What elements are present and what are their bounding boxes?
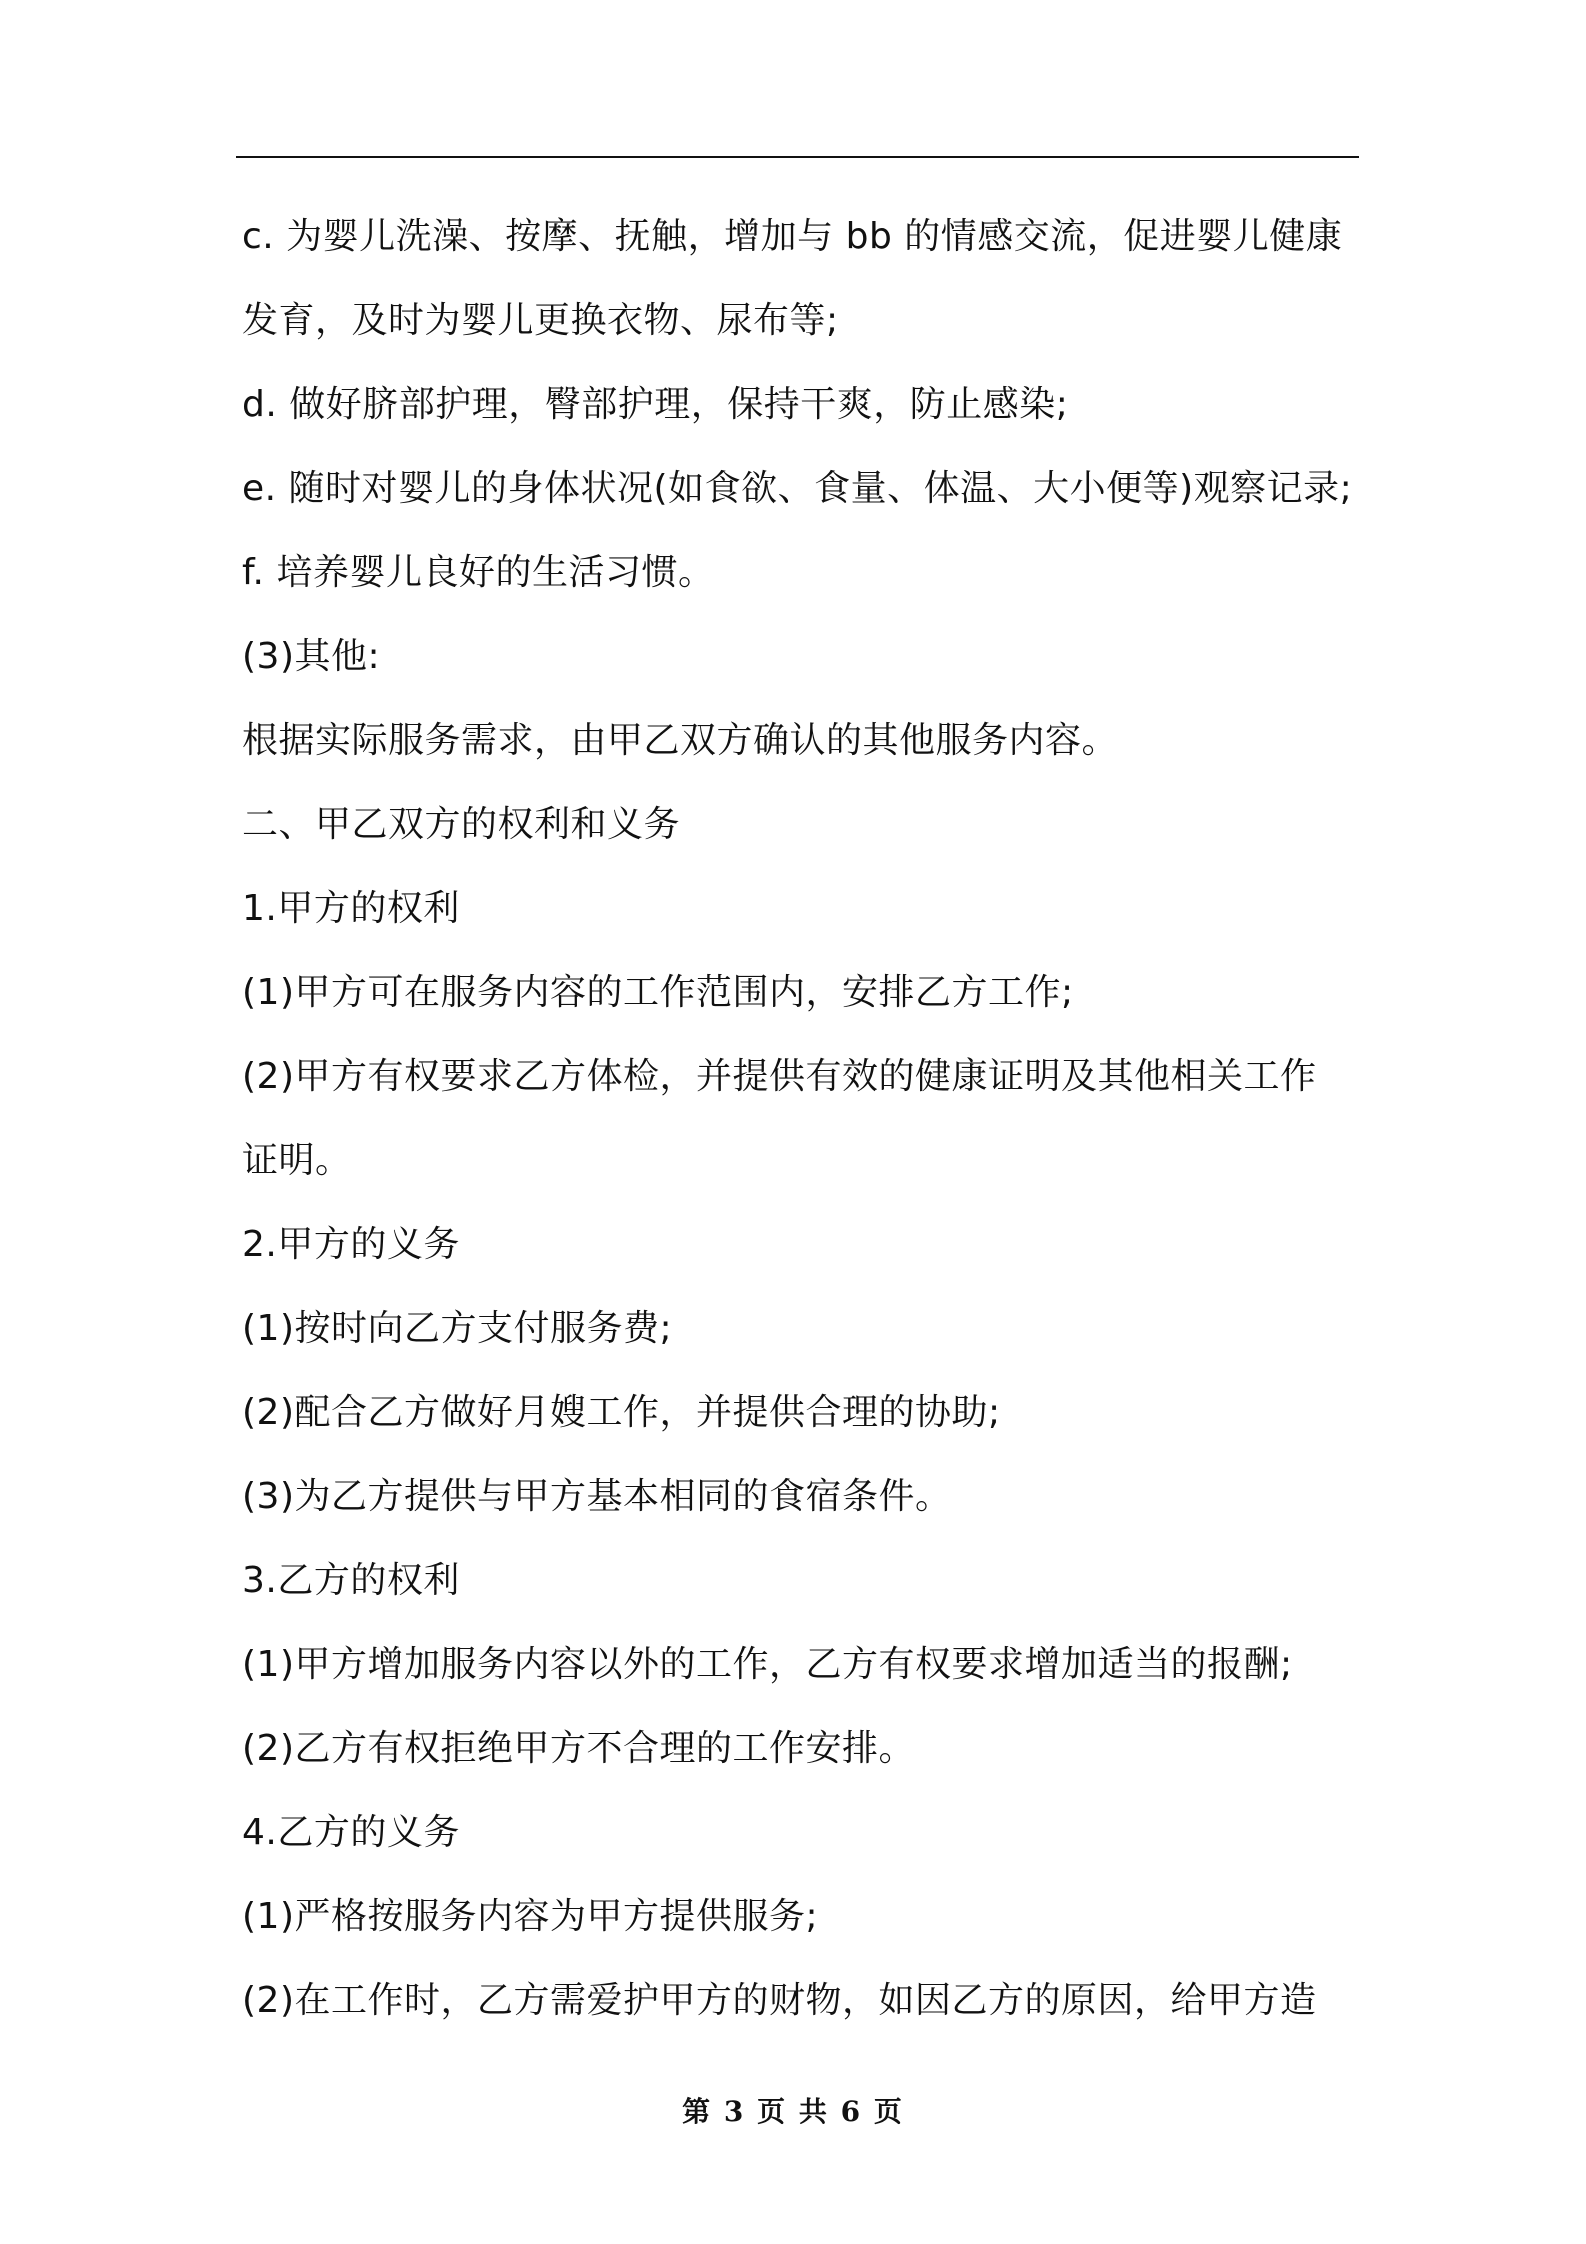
text-line: (2)甲方有权要求乙方体检，并提供有效的健康证明及其他相关工作 <box>242 1056 1317 1097</box>
text-line: e. 随时对婴儿的身体状况(如食欲、食量、体温、大小便等)观察记录; <box>242 468 1353 509</box>
text-line: 发育，及时为婴儿更换衣物、尿布等; <box>242 300 839 341</box>
document-body <box>242 195 1362 2043</box>
header-rule <box>236 156 1359 158</box>
text-line: (3)为乙方提供与甲方基本相同的食宿条件。 <box>242 1476 952 1517</box>
text-line: 根据实际服务需求，由甲乙双方确认的其他服务内容。 <box>242 720 1119 761</box>
text-line: (2)乙方有权拒绝甲方不合理的工作安排。 <box>242 1728 915 1769</box>
text-line: (2)在工作时，乙方需爱护甲方的财物，如因乙方的原因，给甲方造 <box>242 1980 1317 2021</box>
text-line: f. 培养婴儿良好的生活习惯。 <box>242 552 715 593</box>
text-line: (1)甲方可在服务内容的工作范围内，安排乙方工作; <box>242 972 1074 1013</box>
text-line: (1)按时向乙方支付服务费; <box>242 1308 673 1349</box>
subsection-heading: 4.乙方的义务 <box>242 1812 460 1853</box>
subsection-heading: 3.乙方的权利 <box>242 1560 460 1601</box>
text-line: (2)配合乙方做好月嫂工作，并提供合理的协助; <box>242 1392 1001 1433</box>
page-number: 第 3 页 共 6 页 <box>682 2095 904 2128</box>
section-heading: 二、甲乙双方的权利和义务 <box>242 804 681 845</box>
text-line: d. 做好脐部护理，臀部护理，保持干爽，防止感染; <box>242 384 1069 425</box>
subsection-heading: 2.甲方的义务 <box>242 1224 460 1265</box>
text-line: c. 为婴儿洗澡、按摩、抚触，增加与 bb 的情感交流，促进婴儿健康 <box>242 216 1343 257</box>
text-line: 证明。 <box>242 1140 352 1181</box>
text-line: (1)甲方增加服务内容以外的工作，乙方有权要求增加适当的报酬; <box>242 1644 1293 1685</box>
text-line: (1)严格按服务内容为甲方提供服务; <box>242 1896 819 1937</box>
text-line: (3)其他: <box>242 636 381 677</box>
subsection-heading: 1.甲方的权利 <box>242 888 460 929</box>
